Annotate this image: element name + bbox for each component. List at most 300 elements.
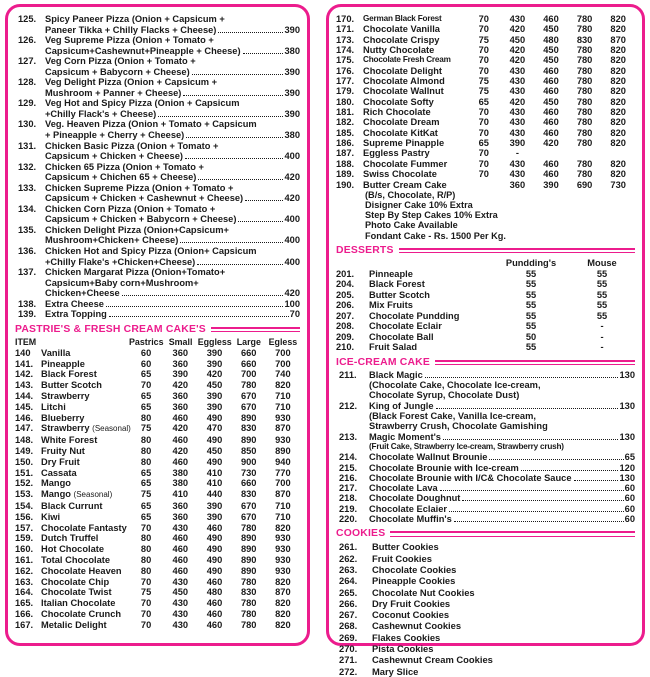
price-cell: 360 [172, 347, 189, 358]
pizza-item [15, 35, 300, 56]
price-cell: 700 [275, 478, 291, 489]
item-name: Chocolate Twist [41, 587, 112, 598]
item-name: Mango (Seasonal) [41, 489, 113, 500]
pizza-item [15, 225, 300, 246]
price-cell: 55 [525, 279, 537, 290]
dot-leader [122, 295, 284, 296]
price-cell: 75 [478, 34, 489, 45]
item-number: 266. [339, 597, 358, 609]
item-text [45, 183, 300, 204]
price-cell: 930 [275, 544, 291, 555]
item-line: Chicken+Cheese 420 [45, 288, 300, 299]
price-cell: 75 [140, 489, 152, 500]
price-cell: 820 [275, 619, 291, 630]
price-cell: 410 [172, 489, 189, 500]
price-cell: 390 [206, 511, 223, 522]
item-number: 180. [336, 96, 355, 107]
price-cell: 900 [240, 456, 257, 467]
price-cell: 780 [576, 24, 593, 35]
dessert-row [336, 332, 635, 343]
price-cell: 670 [240, 391, 257, 402]
price-cell: 420 [509, 96, 526, 107]
cake-row [336, 35, 635, 45]
item-number: 217. [339, 483, 358, 494]
item-number: 126. [18, 35, 37, 46]
item-price: 400 [284, 235, 300, 246]
price-cell: 70 [478, 107, 489, 118]
pizza-item [15, 119, 300, 140]
item-number: 210. [336, 342, 355, 353]
price-cell: 820 [275, 522, 291, 533]
item-number: 125. [18, 14, 37, 24]
price-cell: 70 [478, 169, 489, 180]
price-cell: 55 [525, 310, 537, 321]
item-name: Chocolate Fresh Cream [363, 55, 451, 65]
item-subline: (Black Forest Cake, Vanilla Ice-cream, [369, 411, 536, 422]
item-name: Chocolate Fantasty [41, 522, 127, 533]
item-number: 157. [15, 522, 34, 533]
item-name: Chocolate Crunch [41, 608, 122, 619]
cake-row [15, 598, 300, 609]
item-line: Chocolate Muffin's 60 [369, 514, 635, 525]
item-line: Mushroom+Chicken+ Cheese) 400 [45, 235, 300, 246]
item-number: 145. [15, 401, 34, 412]
dot-leader [454, 521, 624, 522]
item-line: Chicken 65 Pizza (Onion + Tomato + [45, 161, 204, 172]
item-line: Chicken Margarat Pizza (Onion+Tomato+ [45, 267, 226, 278]
item-line: Chocolate Brounie with I/C& Chocolate Sauce 130 [369, 472, 635, 483]
price-cell: 890 [275, 446, 291, 457]
price-cell: 820 [610, 14, 626, 24]
price-cell: 390 [206, 391, 223, 402]
cookie-item [336, 587, 635, 598]
item-number: 270. [339, 642, 358, 654]
pastries-section-title: PASTRIE'S & FRESH CREAM CAKE'S [15, 323, 206, 335]
column-header: Small [168, 336, 193, 347]
item-number: 130. [18, 119, 37, 130]
price-cell: 70 [140, 608, 152, 619]
cake-row [336, 159, 635, 169]
price-cell: 390 [206, 401, 223, 412]
item-name: Fruity Nut [41, 446, 85, 457]
item-number: 152. [15, 478, 34, 489]
item-text [369, 432, 635, 453]
item-number: 129. [18, 98, 37, 109]
item-number: 188. [336, 158, 355, 169]
item-text [45, 141, 300, 162]
item-number: 263. [339, 563, 358, 575]
price-cell: 70 [478, 45, 489, 56]
desserts-section-title: DESSERTS [336, 244, 394, 256]
item-number: 153. [15, 489, 34, 500]
item-name: Cashewnut Cream Cookies [372, 654, 493, 666]
item-price: 390 [284, 87, 300, 98]
dot-leader [180, 242, 283, 243]
price-cell: 410 [206, 467, 223, 478]
price-cell: 430 [509, 107, 526, 118]
item-line: Chicken Delight Pizza (Onion+Capsicum+ [45, 224, 229, 235]
cake-row [15, 413, 300, 424]
price-cell: 480 [543, 34, 559, 45]
cookie-item [336, 564, 635, 575]
item-number: 143. [15, 380, 34, 391]
item-name: Black Forest [41, 369, 97, 380]
price-cell: 490 [206, 544, 223, 555]
item-number: 211. [339, 369, 357, 380]
price-cell: 80 [140, 412, 152, 423]
price-cell: 430 [172, 619, 189, 630]
item-number: 160. [15, 544, 34, 555]
item-number: 144. [15, 391, 34, 402]
item-number: 147. [15, 423, 34, 434]
item-number: 133. [18, 182, 37, 193]
item-line: Veg. Heaven Pizza (Onion + Tomato + Capsicum [45, 119, 257, 130]
price-cell: 890 [240, 555, 257, 565]
dot-leader [197, 264, 283, 265]
cake-table-header [15, 337, 300, 348]
price-cell: - [600, 321, 604, 332]
price-cell: 460 [543, 76, 559, 87]
item-line: Capsicum + Chicken + Cashewnut + Cheese) 420 [45, 193, 300, 204]
price-cell: 430 [509, 127, 526, 138]
price-cell: 80 [140, 555, 152, 565]
item-text [45, 204, 300, 225]
item-number: 187. [336, 148, 355, 159]
item-number: 214. [339, 452, 358, 463]
cake-table-right [336, 14, 635, 190]
item-name: Italian Chocolate [41, 598, 116, 609]
price-cell: 460 [543, 65, 559, 76]
price-cell: 80 [140, 446, 152, 457]
price-cell: 390 [509, 138, 526, 149]
item-number: 272. [339, 665, 358, 677]
item-price: 380 [284, 130, 300, 141]
price-cell: 55 [596, 300, 608, 311]
item-name: Total Chocolate [41, 555, 111, 565]
price-cell: 70 [478, 158, 489, 169]
item-text [369, 493, 635, 503]
item-name: Swiss Chocolate [363, 169, 437, 180]
price-cell: 700 [240, 369, 257, 380]
item-name: Strawberry (Seasonal) [41, 423, 131, 434]
item-price: 60 [624, 514, 635, 525]
item-name: Cassata [41, 467, 77, 478]
item-number: 201. [336, 268, 355, 279]
item-number: 208. [336, 321, 355, 332]
item-number: 218. [339, 493, 358, 504]
item-name: Mango [41, 478, 71, 489]
item-number: 189. [336, 169, 355, 180]
price-cell: 460 [172, 435, 189, 446]
price-cell: 430 [509, 158, 526, 169]
item-text [369, 452, 635, 462]
item-name: Coconut Cookies [372, 609, 450, 621]
item-name: Butter Scotch [41, 380, 102, 391]
item-line: Chocolate Doughnut 60 [369, 493, 635, 504]
price-cell: 890 [240, 533, 257, 544]
dessert-row [336, 290, 635, 301]
price-cell: 55 [596, 289, 608, 300]
dot-leader [185, 158, 284, 159]
price-cell: 830 [240, 423, 257, 434]
dessert-row [336, 300, 635, 311]
cake-row [15, 501, 300, 512]
item-number: 269. [339, 631, 358, 643]
item-name: Rich Chocolate [363, 107, 431, 118]
item-name: Nutty Chocolate [363, 45, 435, 56]
price-cell: 820 [610, 45, 626, 56]
item-line: Paneer Tikka + Chilly Flacks + Cheese) 390 [45, 24, 300, 35]
item-text [369, 514, 635, 524]
price-cell: 390 [543, 179, 559, 190]
item-number: 185. [336, 127, 355, 138]
cake-row [15, 512, 300, 523]
item-name: Chocolate Nut Cookies [372, 586, 475, 598]
price-cell: 780 [240, 608, 257, 619]
item-line: Capsicum + Chicken + Babycorn + Cheese) 400 [45, 214, 300, 225]
item-line: Extra Cheese 100 [45, 298, 300, 309]
price-cell: 70 [140, 522, 152, 533]
item-text [369, 463, 635, 473]
cake-row [15, 544, 300, 555]
price-cell: 460 [543, 158, 559, 169]
price-cell: 460 [543, 14, 559, 24]
item-number: 128. [18, 77, 37, 88]
price-cell: 460 [206, 608, 223, 619]
price-cell: 55 [525, 321, 537, 332]
item-name: Chocolate Dream [363, 117, 440, 128]
cake-row [15, 533, 300, 544]
price-cell: 450 [543, 96, 559, 107]
item-name: Blueberry [41, 412, 85, 423]
item-number: 268. [339, 620, 358, 632]
dot-leader [218, 32, 283, 33]
cake-row [15, 620, 300, 631]
price-cell: 490 [206, 456, 223, 467]
price-cell: 410 [206, 478, 223, 489]
item-name: White Forest [41, 435, 98, 446]
item-number: 182. [336, 117, 355, 128]
price-cell: 460 [172, 456, 189, 467]
item-name: Dry Fruit [41, 456, 80, 467]
price-cell: 450 [543, 24, 559, 35]
price-cell: 50 [525, 331, 537, 342]
item-number: 159. [15, 533, 34, 544]
price-cell: 780 [576, 86, 593, 97]
cake-row [15, 566, 300, 577]
item-name: Butter Cookies [372, 541, 439, 553]
item-name: Hot Chocolate [41, 544, 105, 555]
cake-row [15, 435, 300, 446]
price-cell: 440 [206, 489, 223, 500]
item-number: 132. [18, 161, 37, 172]
cake-row [336, 138, 635, 148]
item-name: Supreme Pinapple [363, 138, 445, 149]
item-number: 207. [336, 310, 355, 321]
cake-notes [336, 190, 635, 241]
dot-leader [462, 500, 623, 501]
item-price: 100 [284, 298, 300, 309]
note-line: Disigner Cake 10% Extra [365, 200, 473, 211]
dessert-row [336, 269, 635, 280]
item-line: Chocolate Wallnut Brounie 65 [369, 452, 635, 463]
item-name: Dry Fruit Cookies [372, 597, 451, 609]
price-cell: 870 [275, 423, 291, 434]
price-cell: 450 [543, 45, 559, 56]
price-cell: 430 [172, 608, 189, 619]
item-name: Litchi [41, 401, 66, 412]
menu-right-panel [326, 4, 645, 677]
item-number: 174. [336, 45, 355, 56]
price-cell: 360 [172, 358, 189, 369]
item-line: Capsicum + Chicken + Cheese) 400 [45, 151, 300, 162]
price-cell [568, 148, 602, 158]
price-cell: 65 [140, 391, 152, 402]
cookie-item [336, 632, 635, 643]
cake-row [15, 577, 300, 588]
item-price: 130 [619, 431, 635, 442]
item-name: Flakes Cookies [372, 631, 441, 643]
price-cell: 780 [576, 65, 593, 76]
item-name: Vanilla [41, 347, 71, 358]
price-cell: 430 [509, 117, 526, 128]
cake-row [15, 380, 300, 391]
seasonal-tag: (Seasonal) [92, 424, 131, 434]
item-number: 148. [15, 435, 34, 446]
item-number: 265. [339, 586, 358, 598]
price-cell: 55 [525, 300, 537, 311]
price-cell: 710 [275, 501, 291, 512]
price-cell: 780 [576, 107, 593, 118]
dot-leader [440, 490, 624, 491]
item-number: 170. [336, 14, 355, 24]
cake-row [336, 117, 635, 127]
dot-leader [243, 53, 284, 54]
item-name: Chocolate Wallnut [363, 86, 444, 97]
item-number: 271. [339, 654, 358, 666]
item-price: 60 [624, 493, 635, 504]
item-number: 190. [336, 179, 355, 190]
item-name: Chocolate KitKat [363, 127, 438, 138]
dot-leader [183, 95, 283, 96]
icecream-item [336, 401, 635, 432]
item-number: 131. [18, 140, 37, 151]
item-name: Chocolate Heaven [41, 565, 122, 576]
price-cell: 460 [172, 533, 189, 544]
cake-row [15, 348, 300, 359]
icecream-item [336, 463, 635, 473]
item-number: 204. [336, 279, 355, 290]
cake-row [15, 609, 300, 620]
cake-row [15, 523, 300, 534]
price-cell: 80 [140, 544, 152, 555]
item-number: 141. [15, 358, 34, 369]
icecream-item [336, 493, 635, 503]
item-subline: Strawberry Crush, Chocolate Gamishing [369, 421, 548, 432]
price-cell: 70 [478, 148, 489, 159]
pizza-item [15, 299, 300, 310]
price-cell: 430 [172, 522, 189, 533]
item-name: Chocolate Crispy [363, 34, 440, 45]
item-line: Veg Supreme Pizza (Onion + Tomato + [45, 35, 214, 46]
item-number: 177. [336, 76, 355, 87]
price-cell: 430 [509, 14, 526, 24]
item-text [45, 246, 300, 267]
price-cell: 930 [275, 533, 291, 544]
item-number: 136. [18, 246, 37, 257]
price-cell: 820 [610, 127, 626, 138]
price-cell: 55 [525, 342, 537, 353]
item-line: Spicy Paneer Pizza (Onion + Capsicum + [45, 14, 225, 24]
price-cell: 820 [610, 117, 626, 128]
item-price: 130 [619, 400, 635, 411]
price-cell: 55 [596, 310, 608, 321]
item-number: 151. [15, 467, 34, 478]
price-cell: 460 [543, 169, 559, 180]
price-cell: 490 [206, 555, 223, 565]
item-number: 215. [339, 462, 358, 473]
price-cell: 460 [172, 555, 189, 565]
price-cell: 450 [172, 587, 189, 598]
price-cell: 65 [140, 369, 152, 380]
price-cell: 930 [275, 565, 291, 576]
pizza-item [15, 204, 300, 225]
price-cell: 490 [206, 565, 223, 576]
item-price: 120 [619, 462, 635, 473]
price-cell: 830 [576, 34, 593, 45]
item-price: 420 [284, 193, 300, 204]
item-price: 65 [624, 452, 635, 463]
price-cell: - [600, 342, 604, 353]
price-cell: 710 [275, 401, 291, 412]
item-column-label: ITEM [15, 336, 37, 347]
price-cell: 420 [509, 55, 526, 66]
item-name: Metalic Delight [41, 619, 107, 630]
item-name: Pineapple [41, 358, 85, 369]
item-name: Chocolate Eclair [369, 321, 442, 332]
pizza-item [15, 56, 300, 77]
icecream-item [336, 514, 635, 524]
dot-leader [198, 179, 283, 180]
item-text [369, 504, 635, 514]
section-rule [435, 360, 635, 366]
item-text [369, 483, 635, 493]
cookie-item [336, 609, 635, 620]
cake-row [15, 489, 300, 501]
item-name: Chocolate Ball [369, 331, 434, 342]
price-cell: 460 [543, 117, 559, 128]
item-line: Chicken Corn Pizza (Onion + Tomato + [45, 203, 216, 214]
price-cell: 770 [275, 467, 291, 478]
price-cell: 670 [240, 501, 257, 512]
item-name: Strawberry [41, 391, 90, 402]
cake-row [336, 169, 635, 179]
item-number: 186. [336, 138, 355, 149]
item-name: Chocolate Pundding [369, 310, 460, 321]
desserts-table [336, 269, 635, 353]
item-name: Chocolate Softy [363, 96, 434, 107]
item-number: 137. [18, 267, 37, 278]
item-number: 171. [336, 24, 355, 35]
item-name: Dutch Truffel [41, 533, 99, 544]
item-price: 390 [284, 66, 300, 77]
cookies-section-title: COOKIES [336, 528, 386, 540]
price-cell: 780 [240, 380, 257, 391]
cake-row [336, 86, 635, 96]
dot-leader [425, 377, 619, 378]
price-cell: 70 [478, 14, 489, 24]
item-name: Kiwi [41, 511, 61, 522]
